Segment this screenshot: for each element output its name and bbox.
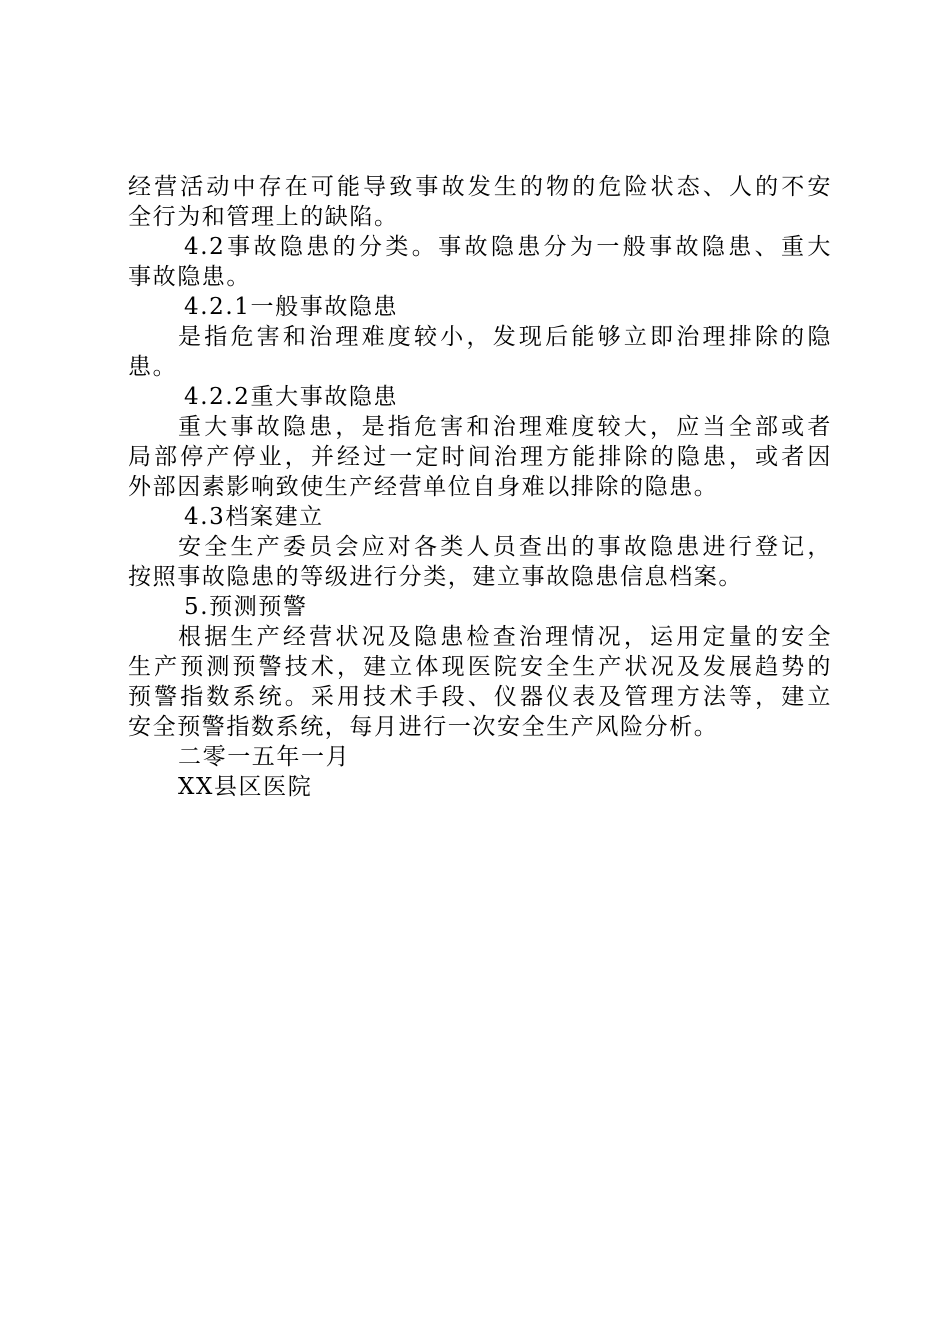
paragraph-line: 安全生产委员会应对各类人员查出的事故隐患进行登记， [178, 534, 832, 560]
section-heading: 4.2.1一般事故隐患 [184, 294, 399, 320]
document-page [128, 172, 832, 802]
paragraph-line: 重大事故隐患，是指危害和治理难度较大，应当全部或者 [178, 414, 832, 440]
paragraph-line: 安全预警指数系统，每月进行一次安全生产风险分析。 [128, 714, 719, 740]
paragraph-line: 根据生产经营状况及隐患检查治理情况，运用定量的安全 [178, 624, 832, 650]
paragraph-line: 预警指数系统。采用技术手段、仪器仪表及管理方法等，建立 [128, 684, 832, 710]
section-heading: 5.预测预警 [184, 594, 308, 620]
paragraph-line: 4.2事故隐患的分类。事故隐患分为一般事故隐患、重大 [184, 234, 832, 260]
paragraph-line: 患。 [128, 354, 178, 380]
paragraph-line: 是指危害和治理难度较小，发现后能够立即治理排除的隐 [178, 324, 832, 350]
paragraph-line: 事故隐患。 [128, 264, 251, 290]
paragraph-line: 按照事故隐患的等级进行分类，建立事故隐患信息档案。 [128, 564, 743, 590]
date-line: 二零一五年一月 [178, 744, 351, 770]
paragraph-line: 生产预测预警技术，建立体现医院安全生产状况及发展趋势的 [128, 654, 832, 680]
paragraph-line: 外部因素影响致使生产经营单位自身难以排除的隐患。 [128, 474, 719, 500]
paragraph-line: 局部停产停业，并经过一定时间治理方能排除的隐患，或者因 [128, 444, 832, 470]
organization-line: XX县区医院 [178, 774, 313, 800]
paragraph-line: 全行为和管理上的缺陷。 [128, 204, 399, 230]
paragraph-line: 经营活动中存在可能导致事故发生的物的危险状态、人的不安 [128, 174, 832, 200]
section-heading: 4.2.2重大事故隐患 [184, 384, 399, 410]
section-heading: 4.3档案建立 [184, 504, 324, 530]
